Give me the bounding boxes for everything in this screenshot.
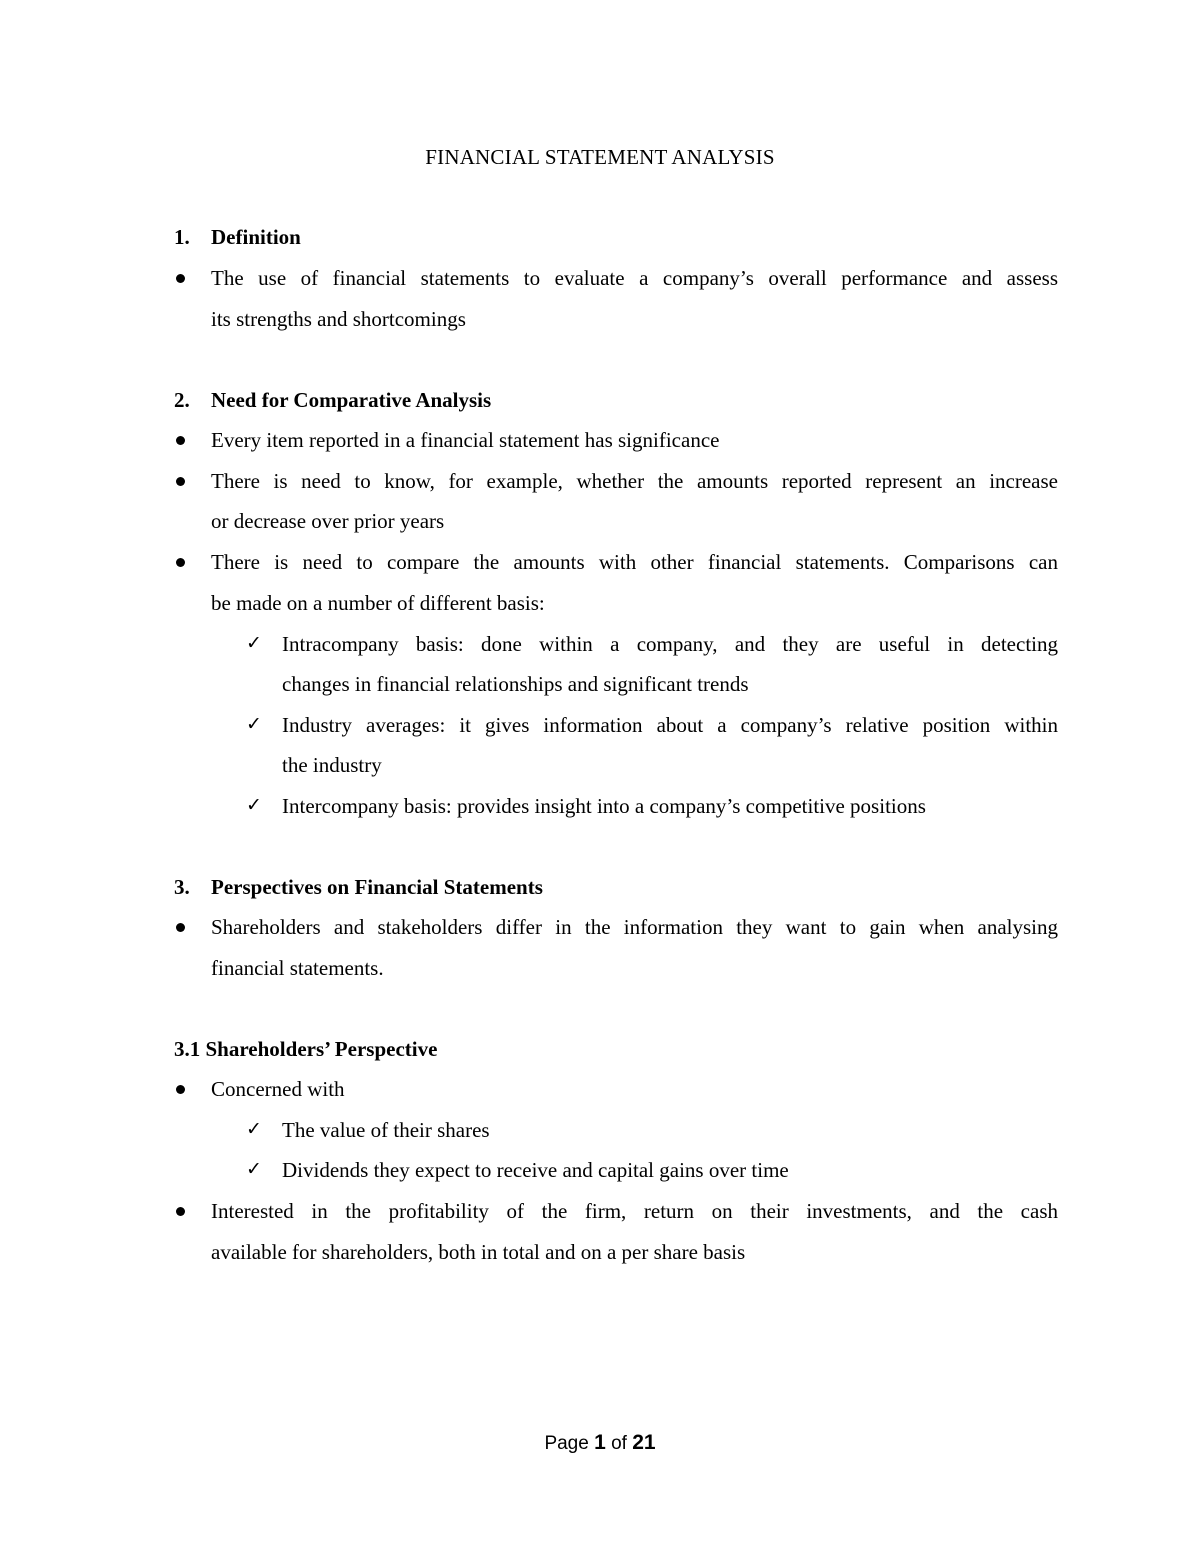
section-heading bbox=[174, 873, 543, 901]
bullet-text-line: There is need to know, for example, whether the amounts reported represent an increase bbox=[211, 469, 1058, 493]
document-title: FINANCIAL STATEMENT ANALYSIS bbox=[425, 145, 775, 169]
bullet-text-line: be made on a number of different basis: bbox=[211, 591, 545, 615]
bullet-dot bbox=[176, 1085, 185, 1094]
bullet-text-line: available for shareholders, both in total and on a per share basis bbox=[211, 1240, 746, 1264]
check-text-line: changes in financial relationships and significant trends bbox=[282, 672, 749, 696]
section-number: 1. bbox=[174, 225, 190, 249]
section-heading bbox=[174, 1035, 437, 1063]
bullet-text-line: Interested in the profitability of the firm, return on their investments, and the cash bbox=[211, 1199, 1058, 1223]
of-label: of bbox=[611, 1433, 627, 1454]
bullet-dot bbox=[176, 1207, 185, 1216]
checkmark-icon: ✓ bbox=[246, 713, 262, 735]
check-text-line: Intracompany basis: done within a company, and they are useful in detecting bbox=[282, 632, 1058, 656]
bullet-text-line: its strengths and shortcomings bbox=[211, 307, 466, 331]
bullet-dot bbox=[176, 923, 185, 932]
section-heading bbox=[174, 386, 491, 414]
check-text-line: The value of their shares bbox=[282, 1118, 490, 1142]
check-text-line: Intercompany basis: provides insight into a company’s competitive positions bbox=[282, 794, 926, 818]
section-number: 2. bbox=[174, 388, 190, 412]
bullet-text-line: financial statements. bbox=[211, 956, 384, 980]
section-title: Definition bbox=[211, 225, 301, 249]
bullet-dot bbox=[176, 274, 185, 283]
check-text-line: Dividends they expect to receive and capital gains over time bbox=[282, 1158, 789, 1182]
bullet-text-line: Every item reported in a financial statement has significance bbox=[211, 428, 720, 452]
total-page-count: 21 bbox=[632, 1431, 656, 1454]
section-title: Need for Comparative Analysis bbox=[211, 388, 492, 412]
current-page-number: 1 bbox=[594, 1431, 606, 1454]
section-title: Shareholders’ Perspective bbox=[205, 1037, 438, 1061]
checkmark-icon: ✓ bbox=[246, 794, 262, 816]
checkmark-icon: ✓ bbox=[246, 1158, 262, 1180]
bullet-text-line: or decrease over prior years bbox=[211, 509, 445, 533]
bullet-dot bbox=[176, 436, 185, 445]
section-heading bbox=[174, 223, 301, 251]
page-label: Page bbox=[544, 1433, 589, 1454]
bullet-text-line: Shareholders and stakeholders differ in the information they want to gain when analysing bbox=[211, 915, 1058, 939]
bullet-dot bbox=[176, 477, 185, 486]
bullet-dot bbox=[176, 558, 185, 567]
bullet-text-line: The use of financial statements to evaluate a company’s overall performance and assess bbox=[211, 266, 1058, 290]
check-text-line: Industry averages: it gives information about a company’s relative position within bbox=[282, 713, 1058, 737]
checkmark-icon: ✓ bbox=[246, 632, 262, 654]
bullet-text-line: Concerned with bbox=[211, 1077, 345, 1101]
bullet-text-line: There is need to compare the amounts with other financial statements. Comparisons can bbox=[211, 550, 1058, 574]
page-footer bbox=[0, 1430, 1200, 1457]
check-text-line: the industry bbox=[282, 753, 382, 777]
checkmark-icon: ✓ bbox=[246, 1118, 262, 1140]
section-number: 3. bbox=[174, 875, 190, 899]
section-title: Perspectives on Financial Statements bbox=[211, 875, 543, 899]
section-number: 3.1 bbox=[174, 1037, 201, 1061]
